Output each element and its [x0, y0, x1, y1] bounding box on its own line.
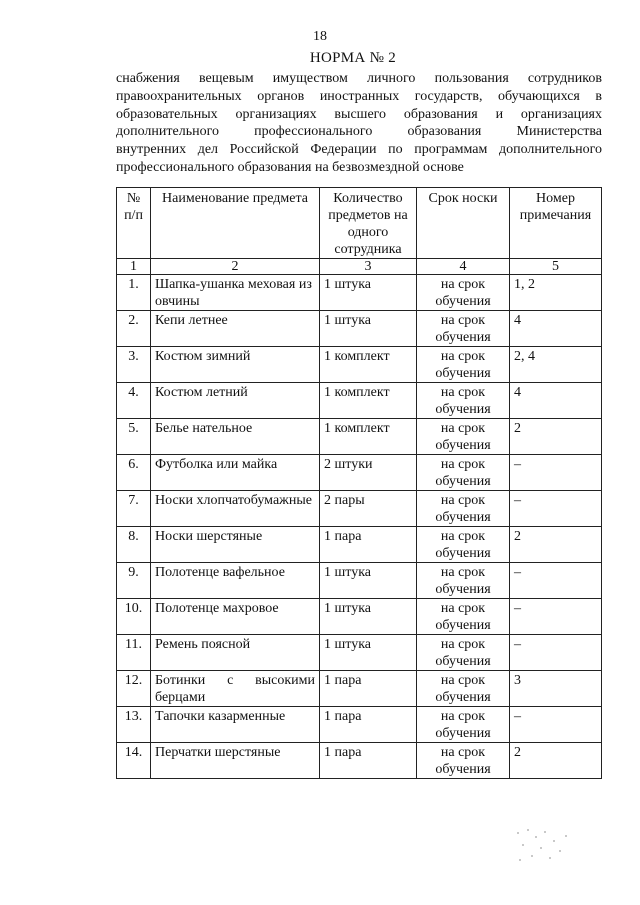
- table-row: [117, 563, 602, 599]
- row-number: 12.: [117, 671, 151, 707]
- item-name: Тапочки казарменные: [151, 707, 320, 743]
- item-name: Белье нательное: [151, 419, 320, 455]
- note-number: 2, 4: [510, 347, 602, 383]
- item-name: Шапка-ушанка меховая из овчины: [151, 275, 320, 311]
- item-name: Костюм летний: [151, 383, 320, 419]
- item-quantity: 1 пара: [320, 527, 417, 563]
- note-number: 4: [510, 383, 602, 419]
- row-number: 1.: [117, 275, 151, 311]
- wear-term: на срок обучения: [417, 599, 510, 635]
- row-number: 10.: [117, 599, 151, 635]
- faint-stamp-mark: [513, 826, 573, 866]
- column-number: 1: [117, 259, 151, 275]
- page-number: 18: [313, 29, 327, 44]
- table-row: [117, 275, 602, 311]
- item-quantity: 1 комплект: [320, 383, 417, 419]
- table-row: [117, 419, 602, 455]
- item-quantity: 1 пара: [320, 707, 417, 743]
- wear-term: на срок обучения: [417, 275, 510, 311]
- item-name: Носки шерстяные: [151, 527, 320, 563]
- column-number: 5: [510, 259, 602, 275]
- wear-term: на срок обучения: [417, 635, 510, 671]
- row-number: 11.: [117, 635, 151, 671]
- table-row: [117, 599, 602, 635]
- note-number: –: [510, 635, 602, 671]
- item-name: Кепи летнее: [151, 311, 320, 347]
- table-row: [117, 455, 602, 491]
- subtitle-line: дополнительного профессионального образования Министерства: [116, 124, 602, 140]
- header-item-name: Наименование предмета: [151, 188, 320, 259]
- column-number: 2: [151, 259, 320, 275]
- row-number: 14.: [117, 743, 151, 779]
- item-quantity: 1 пара: [320, 671, 417, 707]
- column-number: 4: [417, 259, 510, 275]
- wear-term: на срок обучения: [417, 455, 510, 491]
- table-row: [117, 383, 602, 419]
- table-row: [117, 311, 602, 347]
- item-name: Носки хлопчатобумажные: [151, 491, 320, 527]
- row-number: 4.: [117, 383, 151, 419]
- item-name: Футболка или майка: [151, 455, 320, 491]
- row-number: 8.: [117, 527, 151, 563]
- header-quantity: Количество предметов на одного сотрудника: [320, 188, 417, 259]
- item-quantity: 1 пара: [320, 743, 417, 779]
- wear-term: на срок обучения: [417, 491, 510, 527]
- subtitle-line: правоохранительных органов иностранных государств, обучающихся в: [116, 88, 602, 104]
- row-number: 7.: [117, 491, 151, 527]
- note-number: –: [510, 491, 602, 527]
- item-quantity: 1 штука: [320, 563, 417, 599]
- row-number: 13.: [117, 707, 151, 743]
- header-number: № п/п: [117, 188, 151, 259]
- note-number: –: [510, 563, 602, 599]
- item-quantity: 1 штука: [320, 275, 417, 311]
- table-row: [117, 527, 602, 563]
- header-wear-term: Срок носки: [417, 188, 510, 259]
- document-title: НОРМА № 2: [309, 50, 397, 66]
- item-name: Ремень поясной: [151, 635, 320, 671]
- item-quantity: 1 штука: [320, 635, 417, 671]
- note-number: 3: [510, 671, 602, 707]
- note-number: 2: [510, 419, 602, 455]
- wear-term: на срок обучения: [417, 707, 510, 743]
- note-number: 4: [510, 311, 602, 347]
- document-subtitle: [116, 70, 602, 177]
- norms-table: [116, 187, 602, 779]
- row-number: 6.: [117, 455, 151, 491]
- wear-term: на срок обучения: [417, 347, 510, 383]
- note-number: 2: [510, 527, 602, 563]
- row-number: 9.: [117, 563, 151, 599]
- item-quantity: 2 штуки: [320, 455, 417, 491]
- wear-term: на срок обучения: [417, 419, 510, 455]
- subtitle-line: образовательных организациях высшего образования и организациях: [116, 106, 602, 122]
- item-quantity: 2 пары: [320, 491, 417, 527]
- table-row: [117, 743, 602, 779]
- wear-term: на срок обучения: [417, 527, 510, 563]
- table-row: [117, 707, 602, 743]
- note-number: –: [510, 707, 602, 743]
- item-quantity: 1 комплект: [320, 419, 417, 455]
- item-quantity: 1 комплект: [320, 347, 417, 383]
- row-number: 3.: [117, 347, 151, 383]
- note-number: 2: [510, 743, 602, 779]
- item-name: Полотенце вафельное: [151, 563, 320, 599]
- wear-term: на срок обучения: [417, 563, 510, 599]
- row-number: 5.: [117, 419, 151, 455]
- item-name: Полотенце махровое: [151, 599, 320, 635]
- subtitle-line: снабжения вещевым имуществом личного пользования сотрудников: [116, 71, 602, 86]
- table-row: [117, 635, 602, 671]
- header-note-number: Номер примечания: [510, 188, 602, 259]
- note-number: –: [510, 599, 602, 635]
- item-name: Костюм зимний: [151, 347, 320, 383]
- column-number-row: [117, 259, 602, 275]
- column-number: 3: [320, 259, 417, 275]
- table-header-row: [117, 188, 602, 259]
- item-name: Перчатки шерстяные: [151, 743, 320, 779]
- subtitle-line: профессионального образования на безвозмездной основе: [116, 159, 464, 175]
- item-quantity: 1 штука: [320, 599, 417, 635]
- item-quantity: 1 штука: [320, 311, 417, 347]
- note-number: 1, 2: [510, 275, 602, 311]
- wear-term: на срок обучения: [417, 671, 510, 707]
- item-name: Ботинки с высокими берцами: [151, 671, 320, 707]
- table-row: [117, 347, 602, 383]
- row-number: 2.: [117, 311, 151, 347]
- wear-term: на срок обучения: [417, 743, 510, 779]
- wear-term: на срок обучения: [417, 311, 510, 347]
- table-row: [117, 671, 602, 707]
- wear-term: на срок обучения: [417, 383, 510, 419]
- table-row: [117, 491, 602, 527]
- note-number: –: [510, 455, 602, 491]
- subtitle-line: внутренних дел Российской Федерации по программам дополнительного: [116, 142, 602, 158]
